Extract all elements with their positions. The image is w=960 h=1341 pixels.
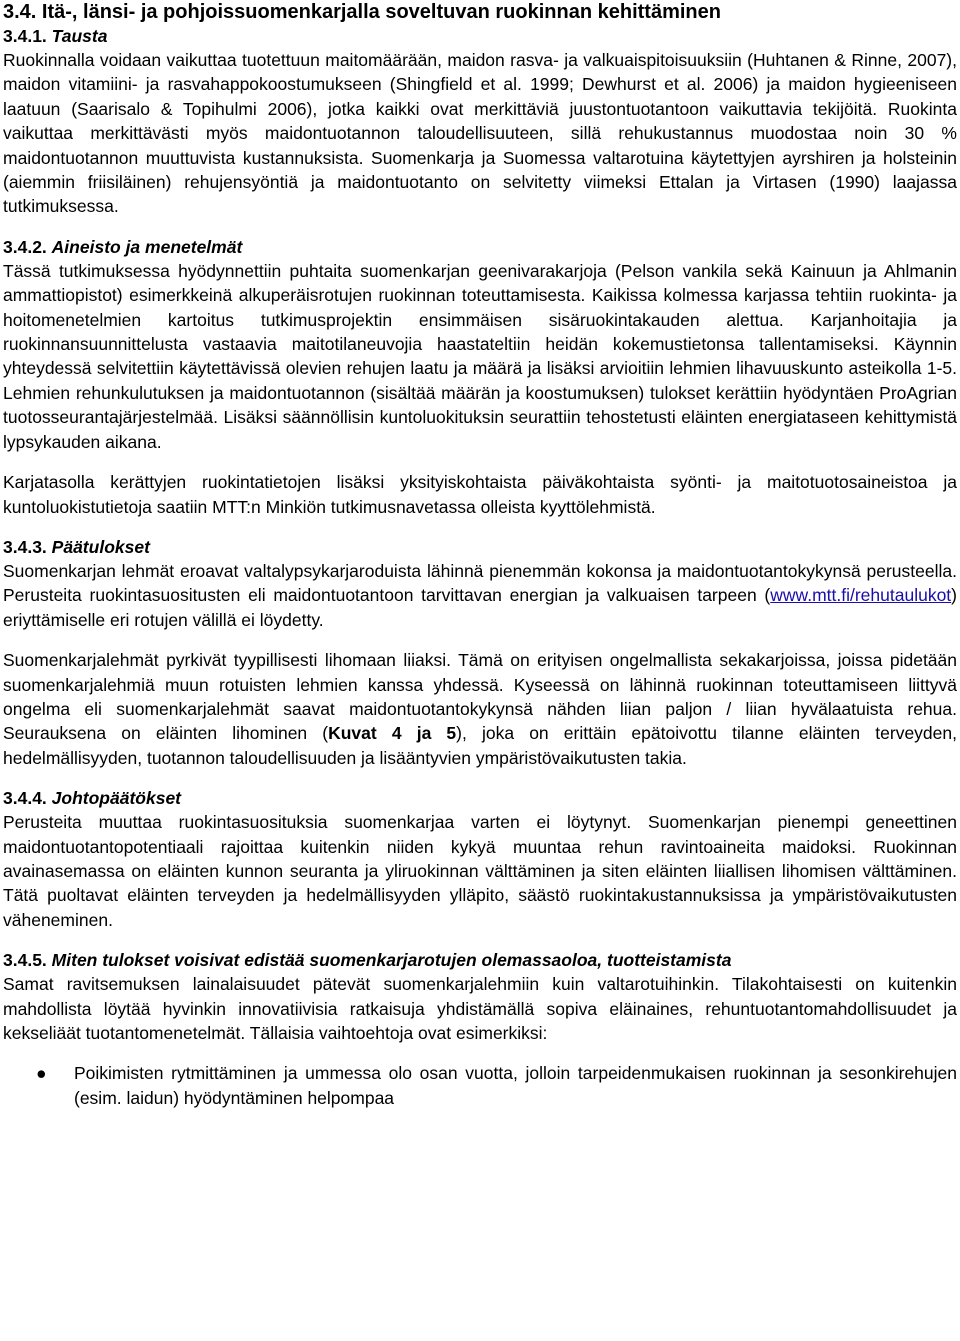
subsection-heading-aineisto [3, 235, 957, 259]
subsection-heading-tausta [3, 24, 957, 48]
subsection-number: 3.4.3. [3, 536, 47, 557]
paragraph-paatulokset-1 [3, 559, 957, 632]
paragraph-johtopaatokset: Perusteita muuttaa ruokintasuosituksia suomenkarjaa varten ei löytynyt. Suomenkarjan pienempi geneettinen maidontuotantopotentiaali rajoittaa kuitenkin niiden kykyä muuntaa rehun ravintoaineita maidoksi. Ruokinnan avainasemassa on eläinten kunnon seuranta ja yliruokinnan välttäminen ja siten eläinten liiallisen lihomisen välttäminen. Tätä puoltavat eläinten terveyden ja hedelmällisyyden ylläpito, säästö ruokintakustannuksissa ja ympäristövaikutusten väheneminen. [3, 812, 957, 930]
subsection-number: 3.4.5. [3, 950, 47, 971]
subsection-heading-johtopaatokset [3, 786, 957, 810]
section-heading: 3.4. Itä-, länsi- ja pohjoissuomenkarjalla soveltuvan ruokinnan kehittäminen [3, 1, 721, 23]
subsection-number: 3.4.2. [3, 236, 47, 257]
paragraph-miten: Samat ravitsemuksen lainalaisuudet pätevät suomenkarjalehmiin kuin valtarotuihinkin. Tilakohtaisesti on kuitenkin mahdollista löytää hyvinkin innovatiivisia ratkaisuja yhdistämällä sopiva eläinaines, rehuntuotantomahdollisuudet ja kekseliäät tuotantomenetelmät. Tällaisia vaihtoehtoja ovat esimerkiksi: [3, 974, 957, 1043]
subsection-heading-miten [3, 948, 957, 972]
subsection-title: Päätulokset [51, 536, 150, 557]
subsection-title: Johtopäätökset [51, 788, 181, 809]
subsection-title: Miten tulokset voisivat edistää suomenkarjarotujen olemassaoloa, tuotteistamista [51, 950, 732, 971]
subsection-heading-paatulokset [3, 535, 957, 559]
paragraph-aineisto-2: Karjatasolla kerättyjen ruokintatietojen lisäksi yksityiskohtaista päiväkohtaista syönti- ja maitotuotosaineistoa ja kuntoluokistutietoja saatiin MTT:n Minkiön tutkimusnavetassa olleista kyyttölehmistä. [3, 472, 957, 517]
paragraph-tausta: Ruokinnalla voidaan vaikuttaa tuotettuun maitomäärään, maidon rasva- ja valkuaispitoisuuksiin (Huhtanen & Rinne, 2007), maidon vitamiini- ja rasvahappokoostumukseen (Shingfield et al. 1999; Dewhurst et al. 2006) ja maidon hygieeniseen laatuun (Saarisalo & Topihulmi 2006), jotka kaikki ovat merkittäviä juustontuotantoon vaikuttavia tekijöitä. Ruokinta vaikuttaa merkittävästi myös maidontuotannon taloudellisuuteen, sillä rehukustannus muodostaa noin 30 % maidontuotannon muuttuvista kustannuksista. Suomenkarja ja Suomessa valtarotuina käytettyjen ayrshiren ja holsteinin (aiemmin friisiläinen) rehujensyöntiä ja maidontuotanto on selvitetty viimeksi Ettalan ja Virtasen (1990) laajassa tutkimuksessa. [3, 50, 957, 217]
list-item-text: Poikimisten rytmittäminen ja ummessa olo osan vuotta, jolloin tarpeidenmukaisen ruokinnan ja sesonkirehujen (esim. laidun) hyödyntäminen helpompaa [74, 1063, 957, 1108]
list-item [3, 1061, 957, 1110]
text-segment: ) eriyttämiselle eri rotujen välillä ei löydetty. [3, 585, 957, 630]
rehutaulukot-link[interactable]: www.mtt.fi/rehutaulukot [770, 585, 952, 606]
text-segment: Suomenkarjan lehmät eroavat valtalypsykarjaroduista lähinnä pienemmän kokonsa ja maidontuotantokykynsä perusteella. Perusteita ruokintasuositusten eli maidontuotantoon tarvittavan energian ja valkuaisen tarpeen ( [3, 560, 957, 606]
subsection-number: 3.4.4. [3, 788, 47, 809]
document-page [3, 0, 957, 1110]
text-segment: Suomenkarjalehmät pyrkivät tyypillisesti lihomaan liiaksi. Tämä on erityisen ongelmallista sekakarjoissa, joissa pidetään suomenkarjalehmiä muun rotuisten lehmien kanssa yhdessä. Kyseessä on lähinnä ruokinnan toteuttamiseen liittyvä ongelma eli suomenkarjalehmät saavat maidontuotantokykynsä nähden liian paljon / liian hyvälaatuista rehua. Seurauksena on eläinten lihominen ( [3, 650, 957, 744]
paragraph-paatulokset-2 [3, 648, 957, 770]
subsection-number: 3.4.1. [3, 26, 47, 46]
figure-reference: Kuvat 4 ja 5 [328, 723, 457, 744]
paragraph-aineisto-1: Tässä tutkimuksessa hyödynnettiin puhtaita suomenkarjan geenivarakarjoja (Pelson vankila sekä Kainuun ja Ahlmanin ammattiopistot) esimerkkeinä alkuperäisrotujen ruokinnan toteuttamisesta. Kaikissa kolmessa karjassa tehtiin ruokinta- ja hoitomenetelmien kartoitus tutkimusprojektin ensimmäisen sisäruokintakauden alettua. Karjanhoitajia ja ruokinnansuunnittelusta vastaavia maitotilaneuvojia haastateltiin heidän kokemustietonsa tallentamiseksi. Käynnin yhteydessä selvitettiin käytettävissä olevien rehujen laatu ja määrä ja lisäksi arvioitiin lehmien lihavuuskunto asteikolla 1-5. Lehmien rehunkulutuksen ja maidontuotannon (sisältää määrän ja koostumuksen) tulokset kerättiin hyödyntäen ProAgrian tuotosseurantajärjestelmää. Lisäksi säännöllisin kuntoluokituksin seurattiin tehostetusti eläinten energiataseen kehittymistä lypsykauden aikana. [3, 260, 957, 452]
subsection-title: Aineisto ja menetelmät [51, 236, 243, 257]
bullet-icon: ● [36, 1063, 47, 1084]
subsection-title: Tausta [51, 26, 108, 46]
text-segment: ), joka on erittäin epätoivottu tilanne eläinten terveyden, hedelmällisyyden, tuotannon taloudellisuuden ja lisääntyvien ympäristövaikutusten takia. [3, 723, 957, 768]
bullet-list [3, 1061, 957, 1110]
